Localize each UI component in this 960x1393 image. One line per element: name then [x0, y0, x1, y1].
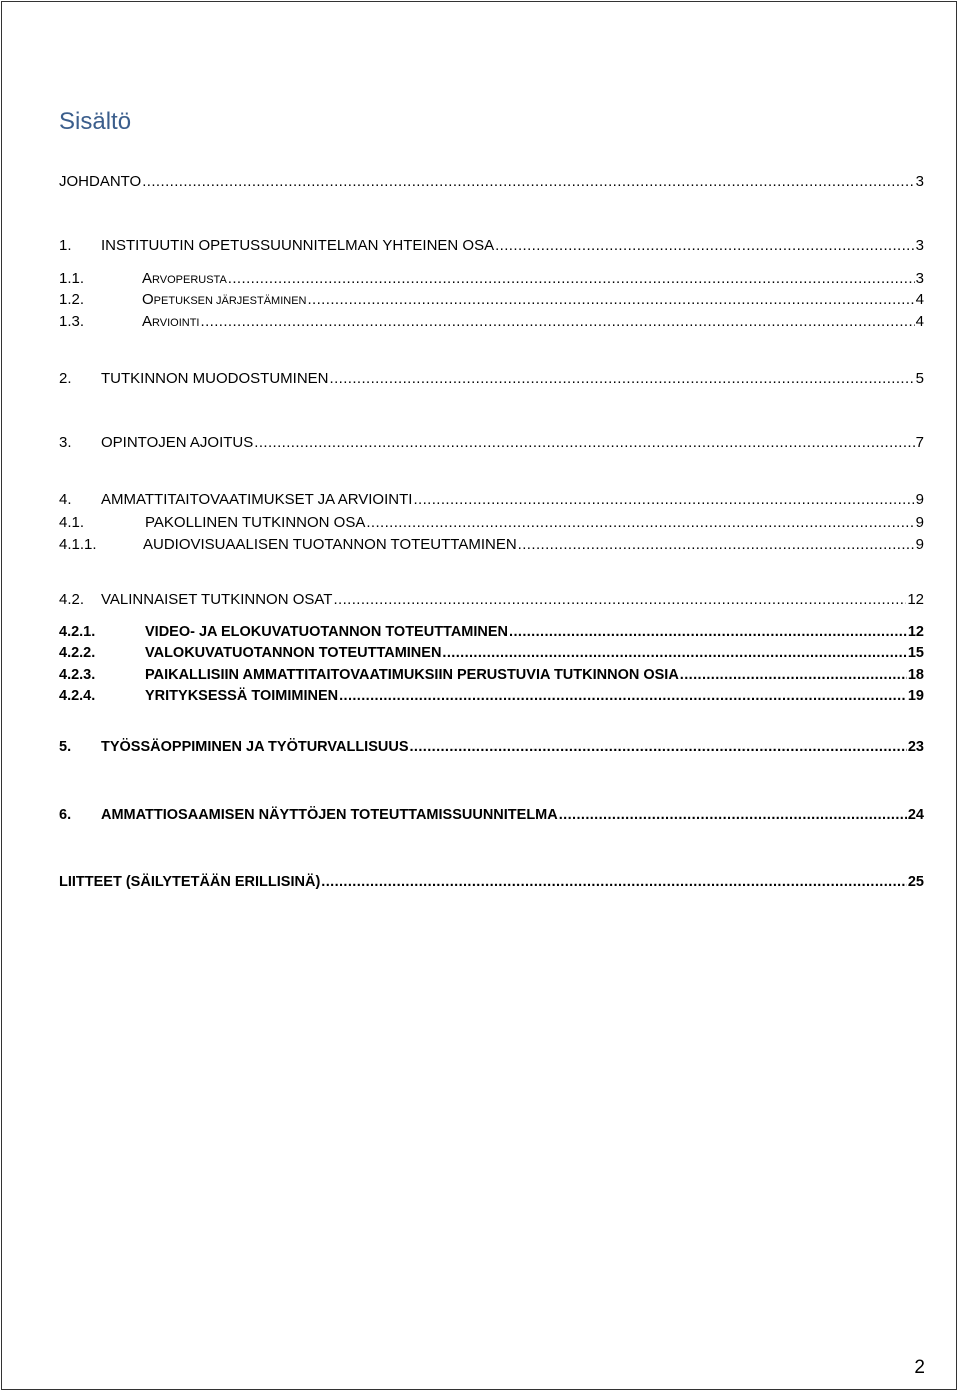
toc-entry-1[interactable]: [59, 236, 924, 256]
toc-entry-page: 18: [907, 667, 924, 683]
toc-entry-text: AMMATTITAITOVAATIMUKSET JA ARVIOINTI: [101, 491, 413, 508]
toc-entry-page: 12: [907, 624, 924, 640]
toc-entry-1-1[interactable]: [59, 269, 924, 290]
toc-entry-text: VALOKUVATUOTANNON TOTEUTTAMINEN: [145, 645, 442, 661]
toc-entry-page: 3: [915, 173, 924, 190]
toc-leader: [680, 665, 907, 685]
toc-entry-page: 9: [915, 514, 924, 531]
toc-entry-page: 23: [907, 739, 924, 755]
toc-entry-initial: A: [142, 313, 153, 330]
toc-entry-number: 1.3.: [59, 313, 85, 330]
toc-entry-text: AMMATTIOSAAMISEN NÄYTTÖJEN TOTEUTTAMISSUUNNITELMA: [101, 807, 558, 823]
toc-leader: [254, 433, 914, 453]
toc-leader: [142, 172, 914, 192]
toc-entry-page: 19: [907, 688, 924, 704]
toc-entry-rest: PETUKSEN JÄRJESTÄMINEN: [153, 295, 307, 307]
toc-entry-page: 4: [915, 291, 924, 308]
toc-entry-text: LIITTEET (SÄILYTETÄÄN ERILLISINÄ): [59, 874, 321, 890]
toc-entry-4-2-3[interactable]: [59, 665, 924, 685]
toc-entry-text: [142, 290, 306, 311]
toc-entry-number: 4.2.4.: [59, 688, 96, 704]
toc-entry-number: 6.: [59, 807, 72, 823]
toc-entry-text: VALINNAISET TUTKINNON OSAT: [101, 591, 333, 608]
toc-entry-page: 15: [907, 645, 924, 661]
toc-entry-initial: A: [142, 270, 153, 287]
toc-entry-1-3[interactable]: [59, 312, 924, 333]
toc-entry-text: PAIKALLISIIN AMMATTITAITOVAATIMUKSIIN PERUSTUVIA TUTKINNON OSIA: [145, 667, 679, 683]
toc-entry-2[interactable]: [59, 369, 924, 389]
toc-leader: [366, 513, 914, 533]
toc-entry-page: 3: [915, 237, 924, 254]
toc-leader: [201, 312, 915, 332]
toc-entry-number: 4.1.1.: [59, 536, 97, 553]
toc-entry-page: 5: [915, 370, 924, 387]
toc-leader: [307, 290, 914, 310]
toc-leader: [413, 490, 914, 510]
toc-entry-number: 4.2.: [59, 591, 85, 608]
toc-leader: [442, 643, 906, 663]
toc-entry-1-2[interactable]: [59, 290, 924, 311]
toc-entry-text: PAKOLLINEN TUTKINNON OSA: [145, 514, 366, 531]
toc-entry-4-1-1[interactable]: [59, 535, 924, 555]
toc-entry-text: JOHDANTO: [59, 173, 142, 190]
toc-entry-text: TUTKINNON MUODOSTUMINEN: [101, 370, 329, 387]
toc-leader: [509, 622, 907, 642]
toc-entry-5[interactable]: [59, 737, 924, 757]
toc-entry-number: 2.: [59, 370, 72, 387]
toc-leader: [559, 805, 907, 825]
toc-entry-initial: O: [142, 291, 154, 308]
toc-entry-liitteet[interactable]: [59, 872, 924, 892]
page-number: 2: [914, 1357, 925, 1378]
toc-entry-number: 5.: [59, 739, 72, 755]
toc-entry-text: AUDIOVISUAALISEN TUOTANNON TOTEUTTAMINEN: [143, 536, 517, 553]
toc-entry-text: [142, 312, 200, 333]
toc-entry-number: 4.2.3.: [59, 667, 96, 683]
toc-leader: [518, 535, 915, 555]
toc-entry-page: 4: [915, 313, 924, 330]
toc-leader: [330, 369, 915, 389]
toc-entry-number: 1.1.: [59, 270, 85, 287]
toc-entry-number: 4.2.1.: [59, 624, 96, 640]
toc-entry-text: TYÖSSÄOPPIMINEN JA TYÖTURVALLISUUS: [101, 739, 409, 755]
toc-entry-text: [142, 269, 227, 290]
toc-entry-number: 1.2.: [59, 291, 85, 308]
toc-entry-4-2[interactable]: [59, 590, 924, 610]
toc-entry-number: 4.1.: [59, 514, 85, 531]
toc-entry-4-2-4[interactable]: [59, 686, 924, 706]
toc-entry-number: 1.: [59, 237, 72, 254]
toc-entry-page: 9: [915, 536, 924, 553]
toc-entry-page: 25: [907, 874, 924, 890]
toc-entry-page: 7: [915, 434, 924, 451]
toc-title: Sisältö: [59, 108, 132, 135]
toc-leader: [339, 686, 907, 706]
toc-entry-4-1[interactable]: [59, 513, 924, 533]
toc-entry-johdanto[interactable]: [59, 172, 924, 192]
toc-entry-6[interactable]: [59, 805, 924, 825]
toc-leader: [321, 872, 907, 892]
toc-entry-page: 3: [915, 270, 924, 287]
toc-entry-page: 12: [907, 591, 924, 608]
toc-entry-page: 24: [907, 807, 924, 823]
toc-entry-4-2-2[interactable]: [59, 643, 924, 663]
toc-entry-4[interactable]: [59, 490, 924, 510]
toc-leader: [228, 269, 915, 289]
toc-entry-number: 4.: [59, 491, 72, 508]
toc-entry-rest: RVIOINTI: [152, 317, 200, 329]
toc-entry-3[interactable]: [59, 433, 924, 453]
toc-entry-text: VIDEO- JA ELOKUVATUOTANNON TOTEUTTAMINEN: [145, 624, 509, 640]
toc-entry-rest: RVOPERUSTA: [152, 274, 227, 286]
toc-entry-text: OPINTOJEN AJOITUS: [101, 434, 254, 451]
toc-leader: [495, 236, 915, 256]
toc-entry-4-2-1[interactable]: [59, 622, 924, 642]
toc-entry-text: INSTITUUTIN OPETUSSUUNNITELMAN YHTEINEN OSA: [101, 237, 495, 254]
toc-entry-number: 4.2.2.: [59, 645, 96, 661]
toc-entry-page: 9: [915, 491, 924, 508]
toc-entry-text: YRITYKSESSÄ TOIMIMINEN: [145, 688, 339, 704]
toc-leader: [410, 737, 907, 757]
toc-leader: [333, 590, 906, 610]
toc-entry-number: 3.: [59, 434, 72, 451]
